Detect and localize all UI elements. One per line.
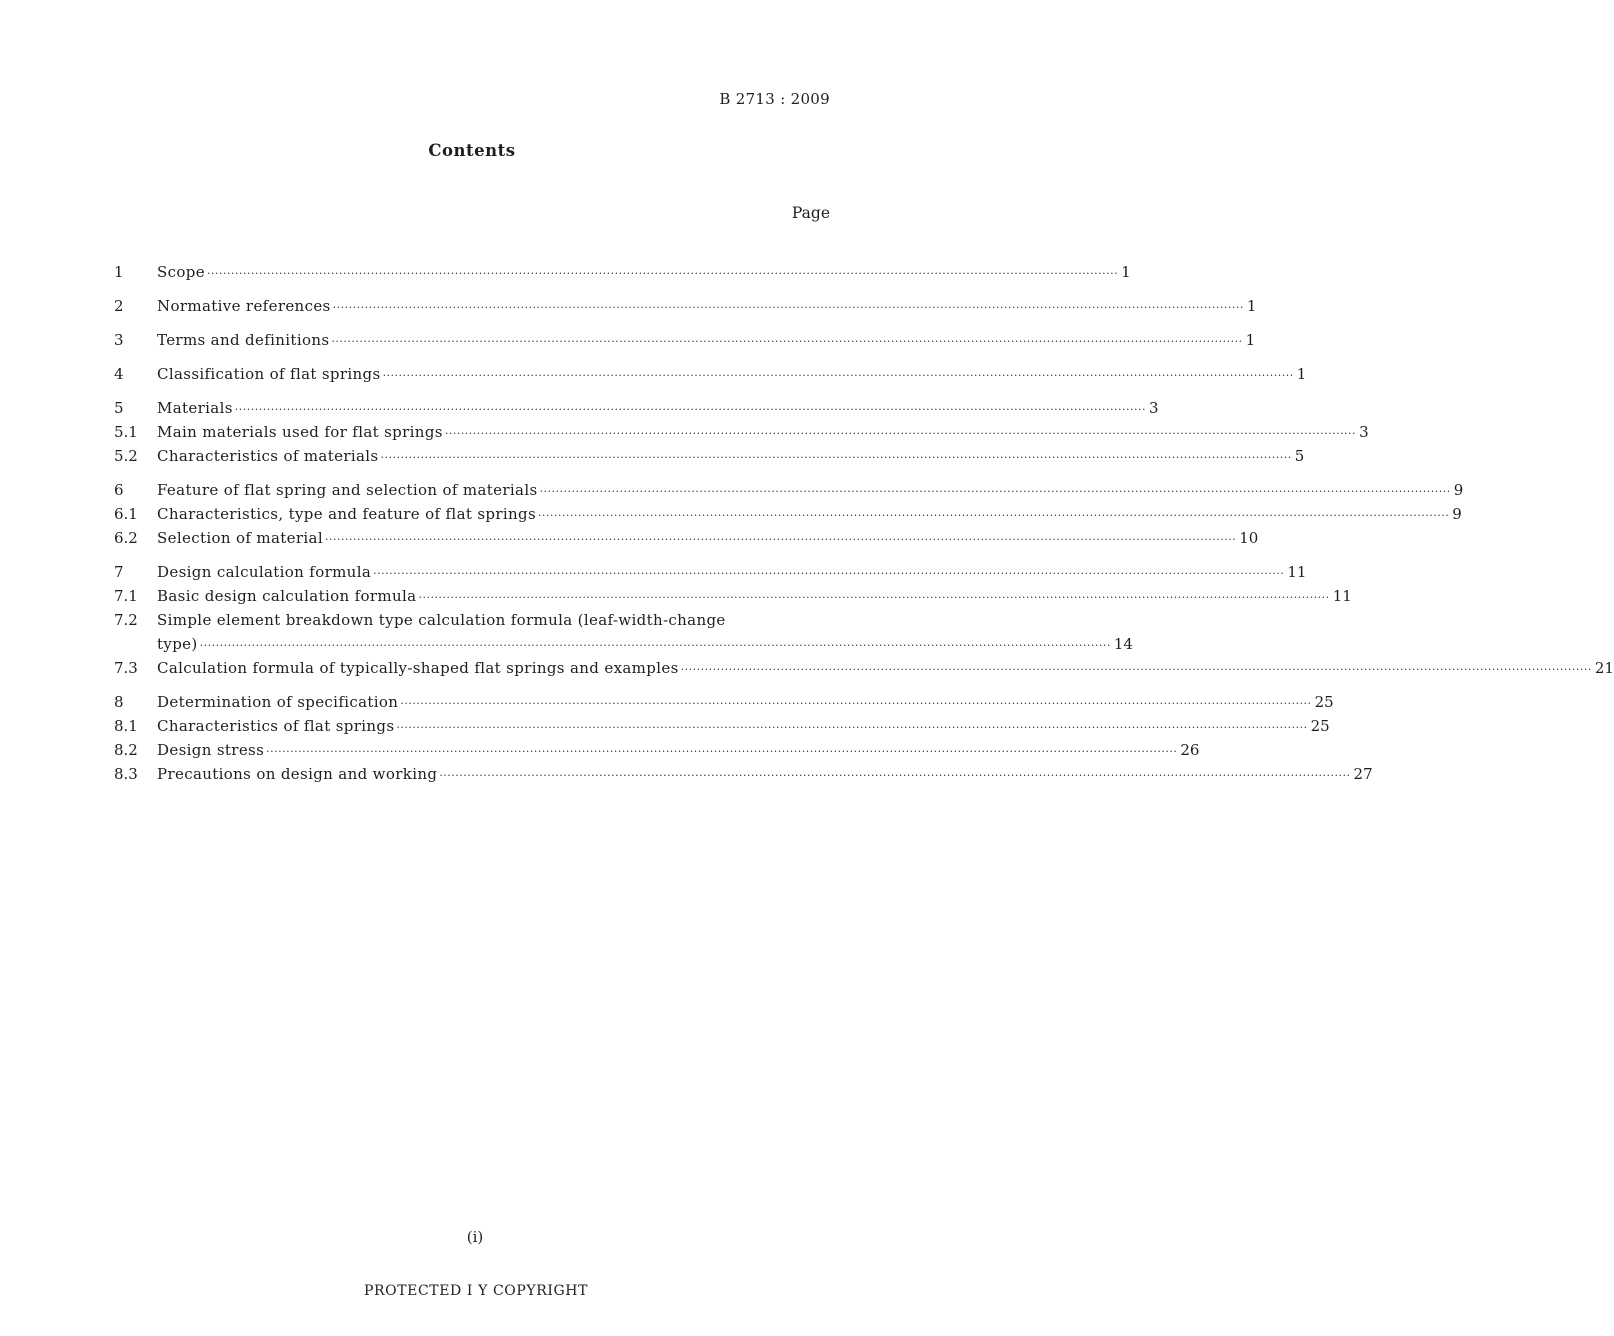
dot-leader (333, 296, 1244, 320)
dot-leader (200, 634, 1111, 658)
toc-entry-number: 2 (114, 297, 124, 315)
toc-entry-number: 7.1 (114, 587, 138, 605)
toc-entry-title: Normative references (157, 297, 331, 315)
toc-entry-title: Main materials used for flat springs (157, 423, 443, 441)
dot-leader (235, 398, 1146, 422)
toc-entry-title: Design stress (157, 741, 265, 759)
toc-entry[interactable] (114, 584, 1352, 608)
toc-entry-page: 1 (1246, 297, 1257, 315)
toc-entry[interactable] (114, 738, 1200, 762)
contents-heading: Contents (428, 141, 516, 160)
page-number: (i) (466, 1228, 484, 1246)
toc-entry-number: 8.3 (114, 765, 138, 783)
toc-entry-title: Materials (157, 399, 233, 417)
toc-entry-number: 8 (114, 693, 124, 711)
toc-entry-page: 27 (1353, 765, 1373, 783)
toc-entry[interactable] (114, 526, 1259, 550)
toc-entry-title: Design calculation formula (157, 563, 372, 581)
toc-entry-number: 5.2 (114, 447, 138, 465)
toc-entry-number: 8.1 (114, 717, 138, 735)
toc-entry-title: Simple element breakdown type calculation formula (leaf-width-change (157, 611, 726, 629)
dot-leader (400, 692, 1311, 716)
toc-entry-page: 25 (1314, 693, 1334, 711)
toc-entry-page: 26 (1180, 741, 1200, 759)
toc-entry[interactable] (114, 762, 1373, 786)
toc-entry-page: 9 (1453, 481, 1464, 499)
toc-entry-page: 3 (1149, 399, 1159, 417)
toc-section-group (114, 260, 1131, 284)
toc-entry-title: Characteristics, type and feature of flat springs (157, 505, 537, 523)
toc-entry-title: Determination of specification (157, 693, 399, 711)
toc-entry-number: 5 (114, 399, 124, 417)
toc-entry-title: Calculation formula of typically-shaped flat springs and examples (157, 659, 679, 677)
dot-leader (540, 480, 1451, 504)
toc-entry[interactable] (114, 328, 1256, 352)
toc-entry-page: 14 (1113, 635, 1133, 653)
toc-entry-number: 3 (114, 331, 124, 349)
table-of-contents (114, 260, 1614, 796)
toc-entry-title: type) (157, 635, 198, 653)
toc-entry-title: Selection of material (157, 529, 323, 547)
toc-section-group (114, 294, 1257, 318)
toc-entry-title: Basic design calculation formula (157, 587, 417, 605)
dot-leader (396, 716, 1307, 740)
toc-entry-title: Feature of flat spring and selection of materials (157, 481, 538, 499)
toc-entry-title: Scope (157, 263, 205, 281)
toc-section-group (114, 396, 1369, 468)
toc-section-group (114, 362, 1307, 386)
toc-entry[interactable] (114, 714, 1330, 738)
dot-leader (380, 446, 1291, 470)
toc-entry-number: 7 (114, 563, 124, 581)
toc-entry-number: 1 (114, 263, 124, 281)
toc-entry-number: 4 (114, 365, 124, 383)
toc-entry[interactable] (114, 444, 1305, 468)
toc-entry-number: 6.1 (114, 505, 138, 523)
toc-entry-page: 1 (1121, 263, 1131, 281)
toc-entry[interactable] (114, 396, 1159, 420)
toc-entry[interactable] (114, 362, 1307, 386)
toc-entry-page: 1 (1245, 331, 1256, 349)
toc-entry-number: 7.3 (114, 659, 138, 677)
toc-entry-page: 5 (1294, 447, 1305, 465)
toc-entry-number: 8.2 (114, 741, 138, 759)
toc-entry-number: 5.1 (114, 423, 138, 441)
toc-entry-title: Characteristics of flat springs (157, 717, 395, 735)
toc-entry-page: 25 (1310, 717, 1330, 735)
toc-entry-page: 3 (1359, 423, 1369, 441)
toc-entry[interactable] (114, 560, 1307, 584)
toc-entry-page: 11 (1287, 563, 1307, 581)
toc-entry-title: Terms and definitions (157, 331, 330, 349)
toc-entry-title: Precautions on design and working (157, 765, 438, 783)
dot-leader (439, 764, 1350, 788)
toc-entry-page: 10 (1239, 529, 1259, 547)
toc-entry-page: 9 (1452, 505, 1462, 523)
standard-number: B 2713 : 2009 (719, 90, 830, 108)
copyright-notice: PROTECTED I Y COPYRIGHT (363, 1283, 589, 1299)
dot-leader (325, 528, 1236, 552)
toc-section-group (114, 690, 1373, 786)
dot-leader (373, 562, 1284, 586)
toc-entry[interactable] (114, 294, 1257, 318)
toc-entry-title: Classification of flat springs (157, 365, 381, 383)
toc-entry-number: 6.2 (114, 529, 138, 547)
toc-entry-title: Characteristics of materials (157, 447, 379, 465)
toc-section-group (114, 328, 1256, 352)
toc-entry[interactable] (114, 420, 1369, 444)
toc-entry[interactable] (114, 502, 1462, 526)
toc-entry-number: 6 (114, 481, 124, 499)
toc-entry[interactable] (114, 608, 819, 632)
dot-leader (538, 504, 1449, 528)
dot-leader (681, 658, 1592, 682)
dot-leader (445, 422, 1356, 446)
toc-entry[interactable] (114, 656, 1614, 680)
toc-entry-page: 21 (1594, 659, 1614, 677)
toc-entry-page: 1 (1296, 365, 1307, 383)
toc-entry-number: 7.2 (114, 611, 138, 629)
toc-entry-page: 11 (1332, 587, 1352, 605)
toc-entry[interactable] (114, 260, 1131, 284)
toc-section-group (114, 478, 1464, 550)
dot-leader (331, 330, 1242, 354)
page-column-label: Page (791, 204, 830, 222)
dot-leader (383, 364, 1294, 388)
toc-section-group (114, 560, 1614, 680)
toc-entry[interactable] (114, 690, 1334, 714)
dot-leader (266, 740, 1177, 764)
toc-entry[interactable] (114, 632, 1133, 656)
dot-leader (207, 262, 1118, 286)
dot-leader (418, 586, 1329, 610)
toc-entry[interactable] (114, 478, 1464, 502)
